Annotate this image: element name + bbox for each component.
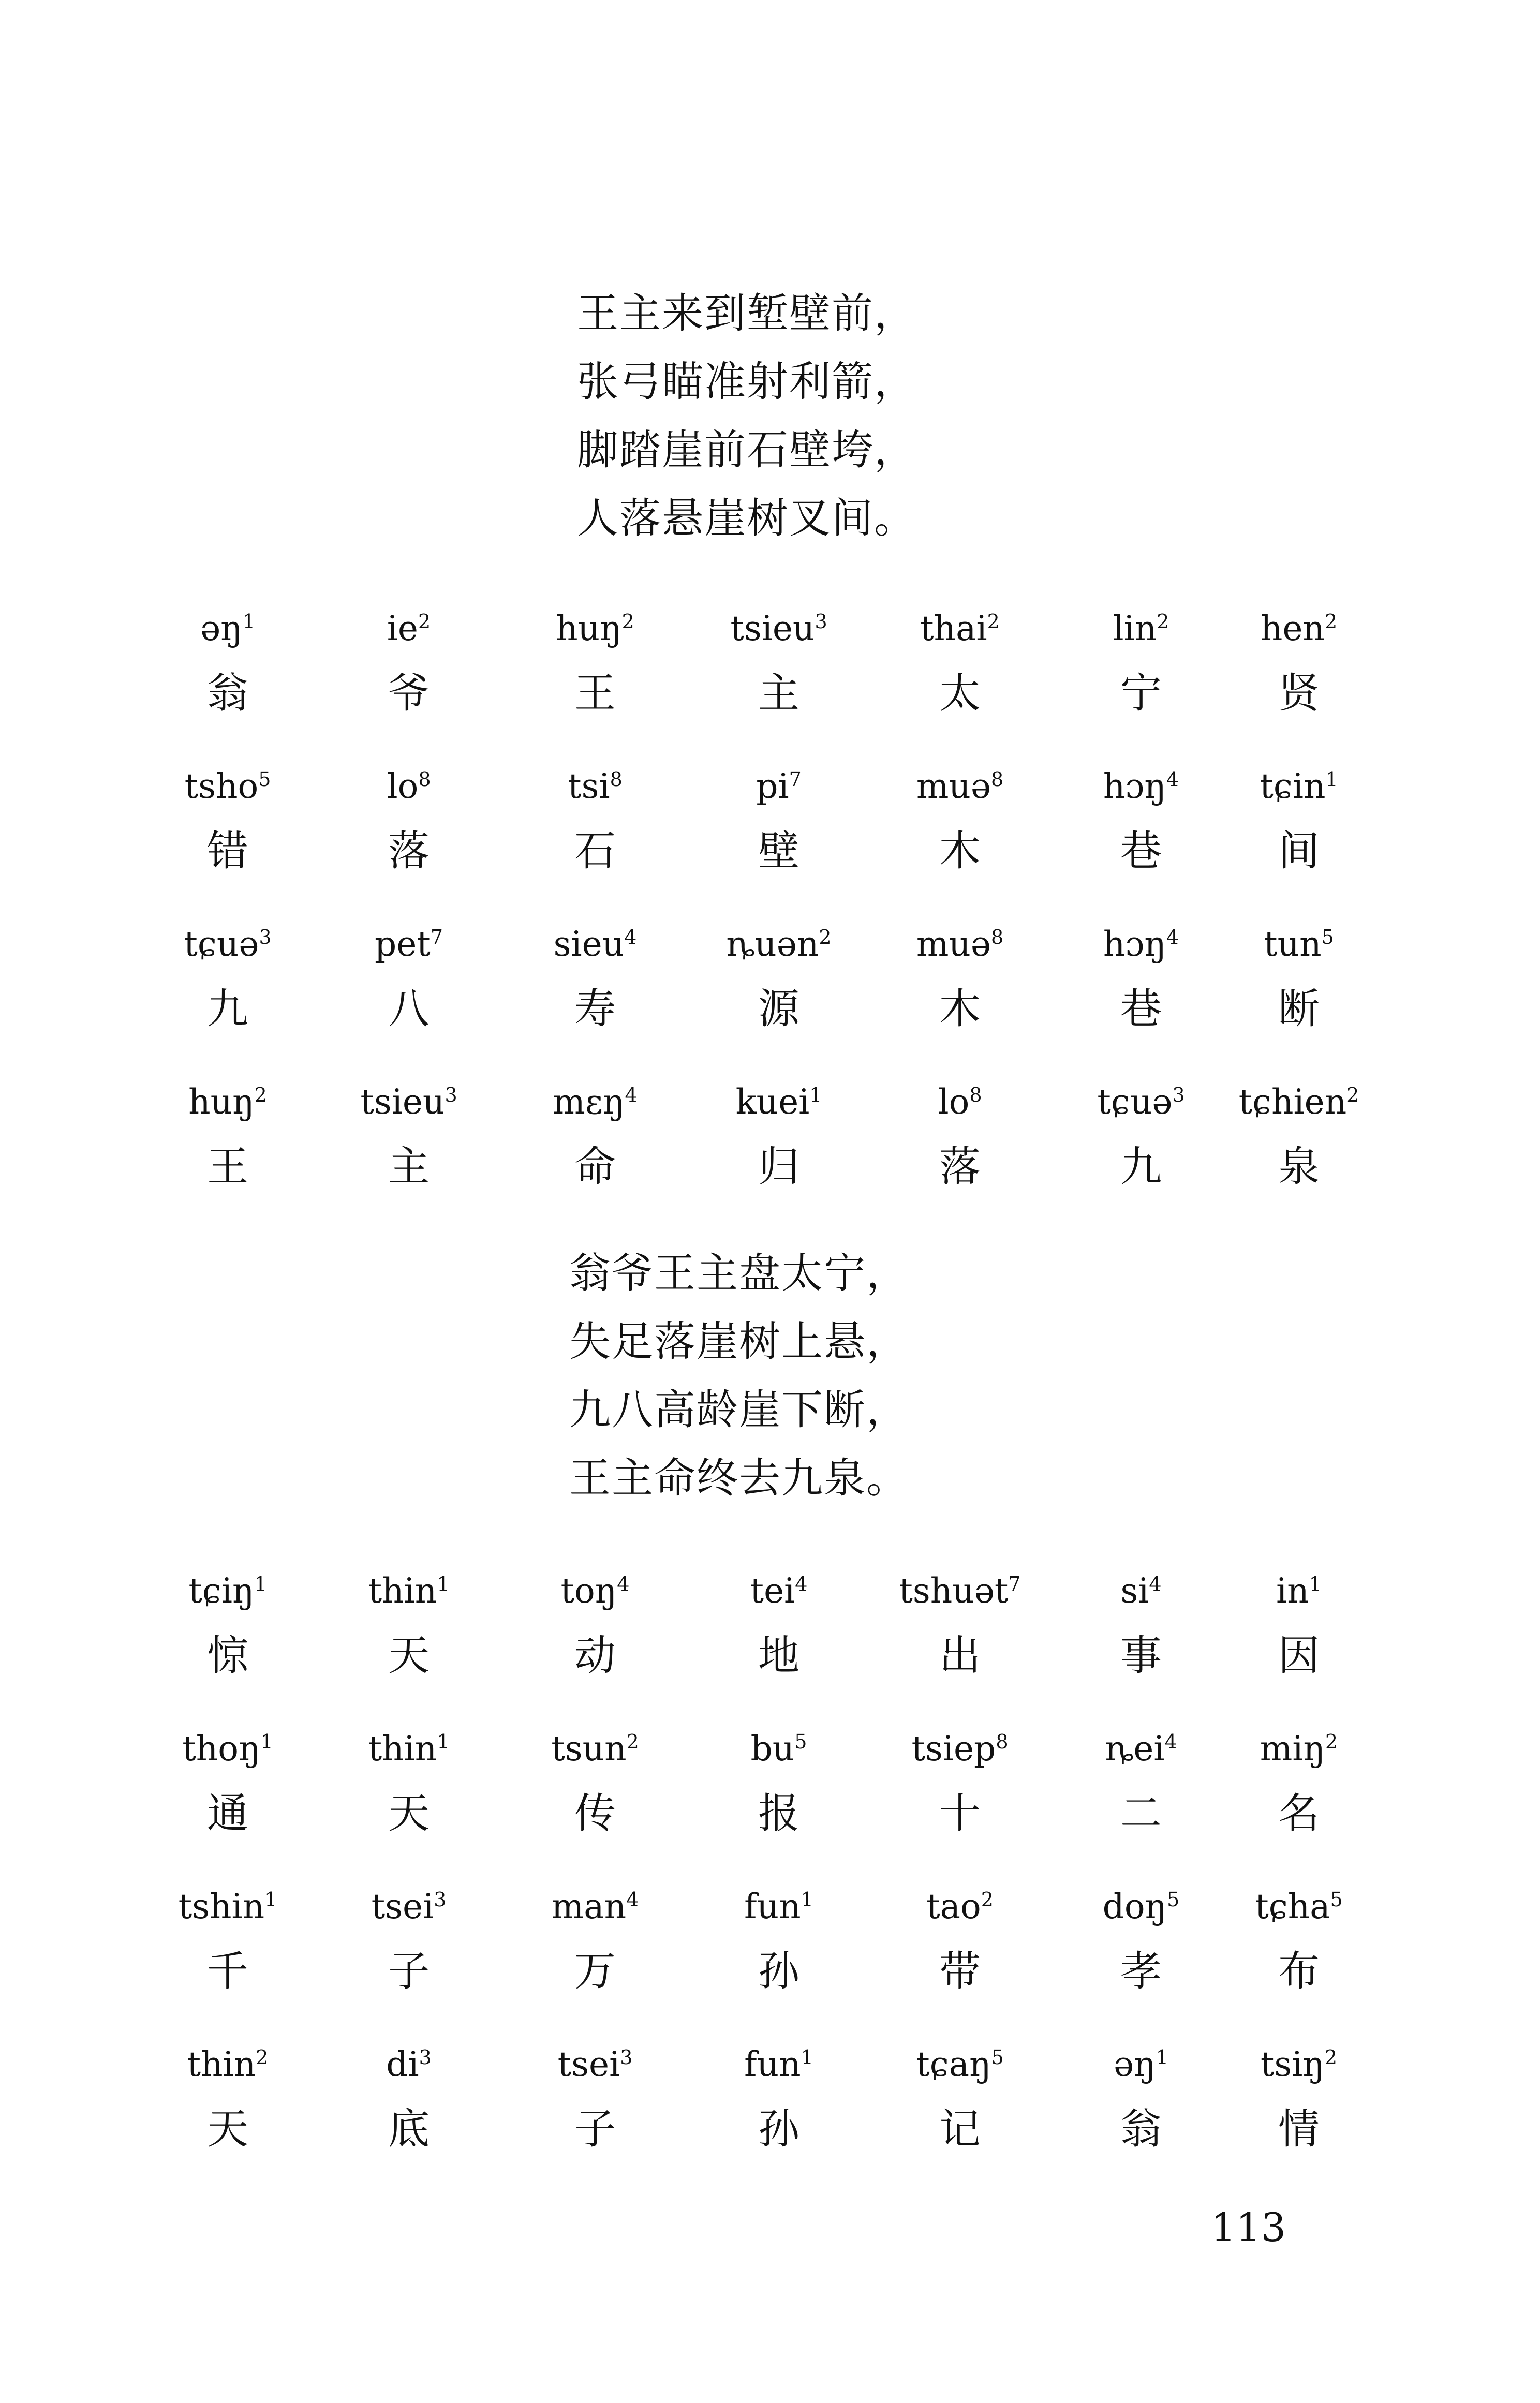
romanization-syllable: huŋ (188, 1082, 255, 1122)
romanization (316, 921, 502, 968)
romanization-syllable: bu (750, 1729, 795, 1769)
tone-number: 2 (621, 610, 634, 633)
romanization (686, 1883, 872, 1930)
gloss-row (0, 921, 1540, 1076)
romanization (502, 1568, 688, 1614)
romanization (316, 763, 502, 810)
romanization-syllable: tɕiŋ (188, 1571, 255, 1611)
romanization-syllable: ie (387, 609, 418, 648)
chinese-character: 动 (574, 1631, 616, 1680)
romanization-syllable: tsieu (730, 609, 815, 648)
chinese-character: 木 (939, 985, 981, 1033)
tone-number: 5 (1330, 1888, 1343, 1911)
tone-number: 4 (1164, 1730, 1177, 1753)
romanization-syllable: lo (387, 766, 419, 806)
tone-number: 4 (1166, 926, 1179, 948)
tone-number: 1 (437, 1573, 450, 1595)
romanization-syllable: thai (920, 609, 987, 648)
tone-number: 4 (626, 1888, 639, 1911)
romanization (1206, 2041, 1392, 2088)
romanization (135, 1079, 321, 1125)
poem-line: 脚踏崖前石壁垮， (577, 426, 916, 474)
romanization (502, 2041, 688, 2088)
chinese-character: 带 (939, 1947, 981, 1995)
tone-number: 2 (626, 1730, 639, 1753)
romanization-syllable: tshuət (899, 1571, 1009, 1611)
romanization-syllable: tɕuə (1097, 1082, 1173, 1122)
chinese-character: 天 (207, 2105, 248, 2153)
romanization-syllable: tɕaŋ (916, 2044, 991, 2084)
chinese-character: 宁 (1120, 669, 1162, 717)
tone-number: 7 (789, 768, 802, 791)
chinese-character: 万 (574, 1947, 616, 1995)
romanization (1206, 1568, 1392, 1614)
chinese-character: 断 (1278, 985, 1320, 1033)
tone-number: 1 (801, 2046, 813, 2069)
romanization-syllable: tao (926, 1887, 981, 1926)
poem-line: 王主命终去九泉。 (569, 1454, 909, 1502)
romanization (867, 1568, 1053, 1614)
tone-number: 8 (969, 1084, 982, 1106)
romanization-syllable: tshin (178, 1887, 265, 1926)
tone-number: 2 (1324, 2046, 1338, 2069)
romanization-syllable: tɕuə (184, 924, 259, 964)
gloss-row (0, 763, 1540, 918)
chinese-character: 情 (1278, 2105, 1320, 2153)
tone-number: 4 (624, 926, 637, 948)
romanization (316, 1079, 502, 1125)
gloss-row (0, 605, 1540, 761)
chinese-character: 王 (574, 669, 616, 717)
poem-stanza-1 (577, 279, 1043, 553)
romanization-syllable: tsiŋ (1260, 2044, 1325, 2084)
chinese-character: 八 (388, 985, 430, 1033)
tone-number: 1 (809, 1084, 822, 1106)
chinese-character: 天 (388, 1631, 430, 1680)
chinese-character: 惊 (207, 1631, 248, 1680)
romanization (135, 1726, 321, 1772)
tone-number: 4 (617, 1573, 630, 1595)
gloss-row (0, 1726, 1540, 1881)
romanization (1206, 921, 1392, 968)
romanization (316, 1568, 502, 1614)
romanization (867, 2041, 1053, 2088)
chinese-character: 间 (1278, 827, 1320, 875)
romanization (686, 921, 872, 968)
romanization (686, 605, 872, 652)
romanization (867, 763, 1053, 810)
romanization-syllable: thin (368, 1571, 437, 1611)
romanization-syllable: tun (1264, 924, 1322, 964)
romanization (867, 921, 1053, 968)
romanization (1206, 1726, 1392, 1772)
chinese-character: 千 (207, 1947, 248, 1995)
gloss-row (0, 1883, 1540, 2039)
tone-number: 5 (1167, 1888, 1180, 1911)
romanization-syllable: kuei (735, 1082, 810, 1122)
tone-number: 4 (1149, 1573, 1162, 1595)
romanization (1206, 1079, 1392, 1125)
romanization-syllable: tsei (557, 2044, 620, 2084)
romanization-syllable: miŋ (1260, 1729, 1325, 1769)
romanization (686, 1079, 872, 1125)
romanization-syllable: thin (187, 2044, 256, 2084)
tone-number: 2 (256, 2046, 269, 2069)
tone-number: 5 (258, 768, 271, 791)
chinese-character: 翁 (207, 669, 248, 717)
chinese-character: 报 (758, 1789, 799, 1837)
romanization-syllable: pet (374, 924, 431, 964)
chinese-character: 壁 (758, 827, 799, 875)
romanization-syllable: tsieu (360, 1082, 445, 1122)
romanization-syllable: ȵei (1105, 1729, 1165, 1769)
romanization (135, 2041, 321, 2088)
romanization-syllable: fun (744, 2044, 801, 2084)
romanization-syllable: di (386, 2044, 419, 2084)
romanization (686, 1568, 872, 1614)
chinese-character: 天 (388, 1789, 430, 1837)
tone-number: 2 (418, 610, 431, 633)
romanization-syllable: muə (916, 924, 991, 964)
romanization-syllable: ȵuən (726, 924, 819, 964)
romanization (686, 2041, 872, 2088)
romanization (135, 1883, 321, 1930)
romanization (502, 1079, 688, 1125)
tone-number: 2 (1157, 610, 1169, 633)
romanization (867, 1726, 1053, 1772)
romanization (502, 921, 688, 968)
poem-line: 九八高龄崖下断， (569, 1386, 909, 1434)
gloss-row (0, 1079, 1540, 1234)
romanization (867, 1883, 1053, 1930)
gloss-row (0, 2041, 1540, 2197)
romanization-syllable: tsho (184, 766, 259, 806)
romanization-syllable: tsun (551, 1729, 627, 1769)
romanization-syllable: tɕin (1260, 766, 1326, 806)
chinese-character: 孙 (758, 1947, 799, 1995)
romanization (867, 605, 1053, 652)
chinese-character: 地 (758, 1631, 799, 1680)
tone-number: 1 (264, 1888, 277, 1911)
romanization-syllable: tɕhien (1238, 1082, 1347, 1122)
romanization (502, 1726, 688, 1772)
romanization-syllable: thin (368, 1729, 437, 1769)
chinese-character: 子 (574, 2105, 616, 2153)
tone-number: 2 (987, 610, 1000, 633)
tone-number: 1 (260, 1730, 273, 1753)
tone-number: 1 (1309, 1573, 1322, 1595)
tone-number: 2 (1346, 1084, 1359, 1106)
chinese-character: 寿 (574, 985, 616, 1033)
chinese-character: 十 (939, 1789, 981, 1837)
chinese-character: 底 (388, 2105, 430, 2153)
poem-stanza-2 (569, 1239, 1035, 1512)
tone-number: 8 (996, 1730, 1009, 1753)
romanization-syllable: tei (750, 1571, 795, 1611)
tone-number: 8 (990, 926, 1004, 948)
chinese-character: 木 (939, 827, 981, 875)
romanization (316, 1726, 502, 1772)
poem-line: 王主来到堑壁前， (577, 289, 916, 337)
tone-number: 2 (1324, 610, 1338, 633)
romanization (502, 605, 688, 652)
chinese-character: 落 (939, 1143, 981, 1191)
romanization-syllable: hen (1260, 609, 1325, 648)
tone-number: 7 (430, 926, 443, 948)
romanization-syllable: huŋ (556, 609, 622, 648)
romanization-syllable: in (1276, 1571, 1309, 1611)
tone-number: 3 (1172, 1084, 1185, 1106)
chinese-character: 孙 (758, 2105, 799, 2153)
tone-number: 3 (419, 2046, 432, 2069)
chinese-character: 子 (388, 1947, 430, 1995)
chinese-character: 爷 (388, 669, 430, 717)
poem-line: 失足落崖树上悬， (569, 1317, 909, 1366)
romanization (1206, 605, 1392, 652)
tone-number: 2 (981, 1888, 994, 1911)
romanization (502, 763, 688, 810)
romanization (316, 605, 502, 652)
poem-line: 张弓瞄准射利箭， (577, 358, 916, 406)
romanization-syllable: toŋ (560, 1571, 617, 1611)
romanization (316, 1883, 502, 1930)
romanization-syllable: lo (938, 1082, 970, 1122)
chinese-character: 巷 (1120, 827, 1162, 875)
tone-number: 1 (1325, 768, 1338, 791)
tone-number: 2 (254, 1084, 267, 1106)
chinese-character: 记 (939, 2105, 981, 2153)
romanization-syllable: lin (1113, 609, 1157, 648)
tone-number: 4 (1166, 768, 1179, 791)
romanization (867, 1079, 1053, 1125)
romanization-syllable: əŋ (1114, 2044, 1156, 2084)
tone-number: 1 (242, 610, 255, 633)
tone-number: 4 (625, 1084, 638, 1106)
chinese-character: 巷 (1120, 985, 1162, 1033)
chinese-character: 王 (207, 1143, 248, 1191)
romanization-syllable: muə (916, 766, 991, 806)
chinese-character: 翁 (1120, 2105, 1162, 2153)
romanization-syllable: tsi (568, 766, 610, 806)
tone-number: 1 (801, 1888, 813, 1911)
romanization (686, 763, 872, 810)
gloss-row (0, 1568, 1540, 1723)
poem-line: 翁爷王主盘太宁， (569, 1249, 909, 1297)
romanization-syllable: sieu (553, 924, 625, 964)
chinese-character: 落 (388, 827, 430, 875)
romanization (316, 2041, 502, 2088)
chinese-character: 主 (388, 1143, 430, 1191)
chinese-character: 布 (1278, 1947, 1320, 1995)
tone-number: 2 (1325, 1730, 1338, 1753)
romanization (1206, 763, 1392, 810)
chinese-character: 二 (1120, 1789, 1162, 1837)
romanization-syllable: doŋ (1102, 1887, 1167, 1926)
chinese-character: 传 (574, 1789, 616, 1837)
romanization-syllable: tɕha (1255, 1887, 1330, 1926)
romanization-syllable: əŋ (200, 609, 243, 648)
chinese-character: 错 (207, 827, 248, 875)
romanization-syllable: tsiep (911, 1729, 996, 1769)
chinese-character: 命 (574, 1143, 616, 1191)
romanization-syllable: si (1120, 1571, 1149, 1611)
romanization-syllable: man (551, 1887, 627, 1926)
poem-line: 人落悬崖树叉间。 (577, 494, 916, 542)
chinese-character: 事 (1120, 1631, 1162, 1680)
tone-number: 2 (819, 926, 832, 948)
tone-number: 3 (259, 926, 272, 948)
chinese-character: 孝 (1120, 1947, 1162, 1995)
tone-number: 8 (990, 768, 1004, 791)
romanization-syllable: hɔŋ (1103, 766, 1166, 806)
tone-number: 7 (1008, 1573, 1021, 1595)
chinese-character: 归 (758, 1143, 799, 1191)
tone-number: 3 (434, 1888, 447, 1911)
chinese-character: 名 (1278, 1789, 1320, 1837)
tone-number: 8 (418, 768, 431, 791)
chinese-character: 泉 (1278, 1143, 1320, 1191)
romanization (135, 763, 321, 810)
page-number: 113 (1211, 2204, 1286, 2250)
tone-number: 1 (254, 1573, 267, 1595)
romanization-syllable: thoŋ (182, 1729, 261, 1769)
romanization-syllable: hɔŋ (1103, 924, 1166, 964)
tone-number: 1 (1156, 2046, 1168, 2069)
chinese-character: 贤 (1278, 669, 1320, 717)
tone-number: 3 (445, 1084, 457, 1106)
tone-number: 3 (620, 2046, 633, 2069)
chinese-character: 因 (1278, 1631, 1320, 1680)
tone-number: 5 (991, 2046, 1004, 2069)
chinese-character: 出 (939, 1631, 981, 1680)
romanization-syllable: tsei (371, 1887, 434, 1926)
tone-number: 4 (795, 1573, 808, 1595)
romanization-syllable: pi (756, 766, 789, 806)
chinese-character: 通 (207, 1789, 248, 1837)
romanization (135, 921, 321, 968)
chinese-character: 太 (939, 669, 981, 717)
chinese-character: 主 (758, 669, 799, 717)
romanization (1206, 1883, 1392, 1930)
chinese-character: 石 (574, 827, 616, 875)
romanization (502, 1883, 688, 1930)
romanization (135, 605, 321, 652)
chinese-character: 九 (1120, 1143, 1162, 1191)
tone-number: 5 (794, 1730, 807, 1753)
tone-number: 5 (1321, 926, 1334, 948)
romanization-syllable: mɛŋ (553, 1082, 625, 1122)
tone-number: 1 (437, 1730, 450, 1753)
romanization-syllable: fun (744, 1887, 801, 1926)
chinese-character: 源 (758, 985, 799, 1033)
romanization (135, 1568, 321, 1614)
tone-number: 8 (610, 768, 623, 791)
tone-number: 3 (815, 610, 827, 633)
chinese-character: 九 (207, 985, 248, 1033)
romanization (686, 1726, 872, 1772)
